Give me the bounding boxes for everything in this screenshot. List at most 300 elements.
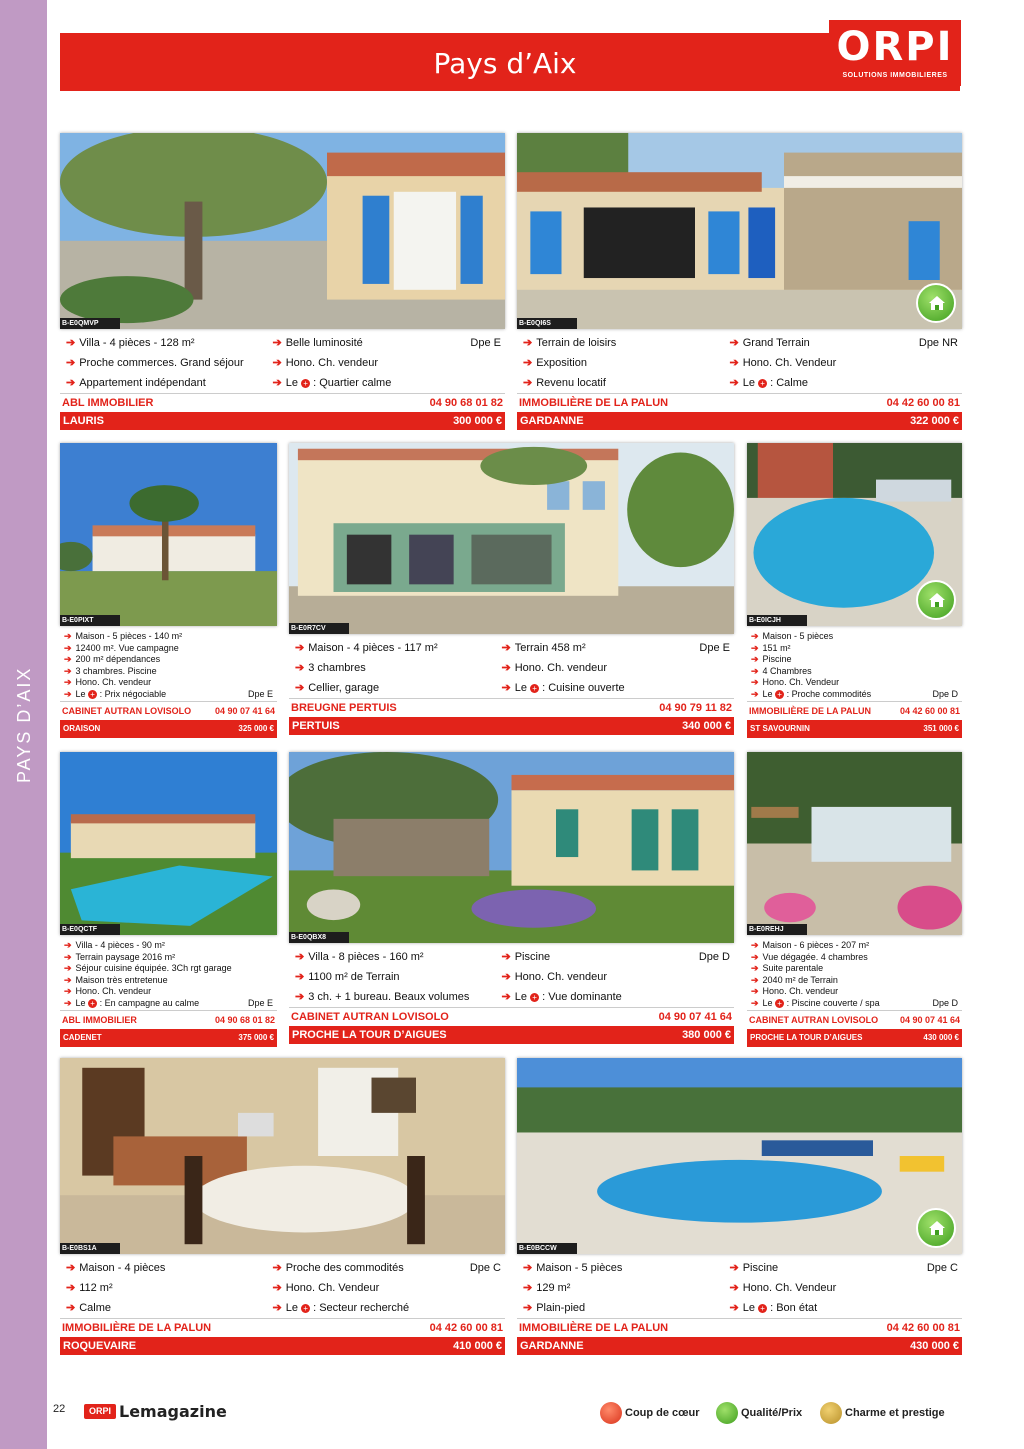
agency-name[interactable]: IMMOBILIÈRE DE LA PALUN [519,1322,669,1334]
listing-ref: B-E0PIXT [60,615,120,626]
arrow-icon: ➔ [729,1282,739,1294]
dpe-rating: Dpe D [932,997,958,1008]
feature-line [64,985,151,997]
arrow-icon: ➔ [729,357,739,369]
listing-price: 430 000 € [923,1033,959,1042]
feature-text: Hono. Ch. vendeur [514,971,608,983]
agency-phone[interactable]: 04 90 07 41 64 [658,1011,732,1023]
listing-info [747,628,962,736]
feature-line [295,947,424,967]
feature-line [273,353,379,373]
le-label: Le [75,688,86,699]
plus-icon: + [88,690,97,699]
arrow-icon: ➔ [272,1282,282,1294]
feature-text: Suite parentale [762,963,824,973]
property-photo[interactable] [60,443,277,626]
highlight-text: Vue dominante [548,991,622,1003]
property-photo[interactable] [517,1058,962,1254]
feature-line [751,630,833,642]
arrow-icon: ➔ [501,951,511,963]
property-photo[interactable] [517,133,962,329]
listing-highlight [273,373,392,393]
listing-ref: B-E0REHJ [747,924,807,935]
agency-row [747,701,962,719]
arrow-icon: ➔ [66,337,76,349]
listing-ref: B-E0R7CV [289,623,349,634]
feature-text: 129 m² [536,1282,571,1294]
agency-name[interactable]: CABINET AUTRAN LOVISOLO [291,1011,449,1023]
separator: : [784,997,792,1008]
agency-phone[interactable]: 04 90 68 01 82 [429,397,503,409]
listing-city: ORAISON [63,724,101,733]
le-label: Le [742,1302,755,1314]
arrow-icon: ➔ [64,940,72,950]
feature-text: 1100 m² de Terrain [308,971,400,983]
arrow-icon: ➔ [272,357,282,369]
arrow-icon: ➔ [272,1262,282,1274]
feature-text: Hono. Ch. vendeur [285,357,379,369]
feature-text: Proche commerces. Grand séjour [79,357,244,369]
highlight-text: En campagne au calme [104,997,200,1008]
feature-text: Grand Terrain [742,337,810,349]
dpe-rating: Dpe C [926,1262,958,1274]
legend-coup-de-coeur [600,1402,700,1424]
feature-line [730,1278,837,1298]
arrow-icon: ➔ [64,677,72,687]
listing-city: GARDANNE [520,415,584,427]
arrow-icon: ➔ [295,662,305,674]
feature-text: Piscine [742,1262,779,1274]
legend-label: Coup de cœur [625,1406,700,1419]
agency-name[interactable]: CABINET AUTRAN LOVISOLO [62,706,192,716]
city-price-bar [747,720,962,738]
plus-icon: + [530,684,539,693]
feature-line [730,353,837,373]
feature-text: Appartement indépendant [79,377,206,389]
dpe-rating: Dpe C [469,1262,501,1274]
arrow-icon: ➔ [523,1282,533,1294]
arrow-icon: ➔ [751,665,759,676]
feature-text: Hono. Ch. Vendeur [742,357,837,369]
agency-name[interactable]: ABL IMMOBILIER [62,1015,137,1025]
listing-highlight [730,1298,818,1318]
feature-line [295,658,366,678]
city-price-bar [289,717,734,735]
dpe-rating: Dpe D [932,688,958,699]
feature-text: Hono. Ch. vendeur [762,986,839,996]
feature-text: 3 chambres [308,662,366,674]
arrow-icon: ➔ [64,974,72,985]
listing-info [517,331,962,431]
orpi-logo [829,18,961,86]
arrow-icon: ➔ [66,377,76,389]
listing-price: 380 000 € [682,1029,731,1041]
feature-text: 12400 m². Vue campagne [75,642,179,653]
feature-text: Revenu locatif [536,377,606,389]
listing-highlight [751,997,880,1009]
highlight-text: Piscine couverte / spa [791,997,880,1008]
agency-phone[interactable]: 04 90 07 41 64 [214,706,275,716]
agency-phone[interactable]: 04 90 68 01 82 [214,1015,275,1025]
dpe-rating: Dpe E [247,997,273,1008]
highlight-text: Proche commodités [791,688,872,699]
logo-text: ORPI [836,24,954,70]
feature-line [502,967,608,987]
dpe-rating: Dpe NR [918,337,958,349]
arrow-icon: ➔ [523,337,533,349]
arrow-icon: ➔ [751,963,759,973]
listing-ref: B-E0QI6S [517,318,577,329]
feature-text: Hono. Ch. vendeur [514,662,608,674]
arrow-icon: ➔ [295,971,305,983]
arrow-icon: ➔ [64,642,72,653]
logo-subtitle: SOLUTIONS IMMOBILIERES [842,72,948,79]
feature-text: Maison - 5 pièces - 140 m² [75,631,183,641]
feature-text: 151 m² [762,642,791,653]
feature-text: Piscine [762,654,792,664]
arrow-icon: ➔ [66,1302,76,1314]
separator: : [767,1302,777,1314]
le-label: Le [762,688,773,699]
city-price-bar [289,1026,734,1044]
feature-text: 3 ch. + 1 bureau. Beaux volumes [308,991,470,1003]
agency-name[interactable]: IMMOBILIÈRE DE LA PALUN [62,1322,212,1334]
arrow-icon: ➔ [66,357,76,369]
le-label: Le [762,997,773,1008]
feature-text: Vue dégagée. 4 chambres [762,951,868,962]
arrow-icon: ➔ [751,997,759,1008]
listing-price: 410 000 € [453,1340,502,1352]
agency-name[interactable]: CABINET AUTRAN LOVISOLO [749,1015,879,1025]
feature-line [295,967,400,987]
feature-line [64,939,165,951]
feature-text: Villa - 4 pièces - 90 m² [75,940,165,950]
arrow-icon: ➔ [523,377,533,389]
feature-text: Terrain 458 m² [514,642,586,654]
agency-name[interactable]: IMMOBILIÈRE DE LA PALUN [519,397,669,409]
separator: : [97,997,105,1008]
feature-line [66,1258,165,1278]
property-photo[interactable] [747,752,962,935]
highlight-text: Prix négociable [104,688,167,699]
listing-highlight [730,373,809,393]
feature-text: Villa - 4 pièces - 128 m² [79,337,195,349]
charme-prestige-icon [820,1402,842,1424]
property-photo[interactable] [289,443,734,634]
plus-icon: + [775,999,784,1008]
feature-text: 4 Chambres [762,665,812,676]
agency-phone[interactable]: 04 42 60 00 81 [886,1322,960,1334]
separator: : [784,688,792,699]
arrow-icon: ➔ [751,642,759,653]
listing-ref: B-E0BS1A [60,1243,120,1254]
feature-line [66,1278,113,1298]
arrow-icon: ➔ [751,631,759,641]
arrow-icon: ➔ [272,1302,282,1314]
feature-text: 2040 m² de Terrain [762,974,838,985]
feature-text: Hono. Ch. vendeur [75,677,152,687]
feature-line [64,951,175,963]
agency-name[interactable]: BREUGNE PERTUIS [291,702,397,714]
listing-info [60,628,277,736]
agency-row [289,1007,734,1025]
dpe-rating: Dpe E [247,688,273,699]
le-label: Le [75,997,86,1008]
city-price-bar [60,720,277,738]
listing-highlight [273,1298,410,1318]
listing-price: 340 000 € [682,720,731,732]
highlight-text: Calme [776,377,808,389]
feature-text: Hono. Ch. vendeur [75,986,152,996]
agency-phone[interactable]: 04 90 07 41 64 [899,1015,960,1025]
feature-line [523,1278,570,1298]
le-label: Le [514,991,527,1003]
feature-text: Maison - 4 pièces [79,1262,166,1274]
separator: : [310,377,320,389]
agency-row [747,1010,962,1028]
feature-line [523,1298,585,1318]
feature-text: 3 chambres. Piscine [75,665,157,676]
separator: : [310,1302,320,1314]
arrow-icon: ➔ [751,951,759,962]
agency-row [517,1318,962,1336]
footer-orpi-logo: ORPI [84,1404,116,1419]
feature-line [502,947,551,967]
feature-line [64,676,151,688]
arrow-icon: ➔ [501,991,511,1003]
city-price-bar [60,1029,277,1047]
arrow-icon: ➔ [66,1282,76,1294]
feature-line [64,653,160,665]
listing-city: PERTUIS [292,720,340,732]
agency-phone[interactable]: 04 42 60 00 81 [429,1322,503,1334]
city-price-bar [747,1029,962,1047]
feature-text: Villa - 8 pièces - 160 m² [308,951,424,963]
listing-ref: B-E0QCTF [60,924,120,935]
listing-highlight [64,997,199,1009]
arrow-icon: ➔ [64,665,72,676]
legend-qualite-prix [716,1402,802,1424]
header-band [60,33,960,91]
feature-text: Maison - 4 pièces - 117 m² [308,642,438,654]
arrow-icon: ➔ [295,682,305,694]
feature-text: 200 m² dépendances [75,654,161,664]
arrow-icon: ➔ [64,963,72,973]
legend-charme-prestige [820,1402,945,1424]
feature-line [730,1258,779,1278]
listing-ref: B-E0ICJH [747,615,807,626]
arrow-icon: ➔ [729,377,739,389]
feature-line [64,962,232,974]
agency-name[interactable]: IMMOBILIÈRE DE LA PALUN [749,706,871,716]
arrow-icon: ➔ [272,377,282,389]
feature-text: Exposition [536,357,587,369]
arrow-icon: ➔ [64,654,72,664]
arrow-icon: ➔ [751,974,759,985]
qualite-prix-icon [916,580,956,620]
highlight-text: Bon état [776,1302,818,1314]
listing-price: 375 000 € [238,1033,274,1042]
feature-text: Maison - 5 pièces [536,1262,623,1274]
feature-line [64,974,168,986]
feature-text: Séjour cuisine équipée. 3Ch rgt garage [75,963,232,973]
feature-line [751,676,839,688]
feature-text: Hono. Ch. Vendeur [762,677,840,687]
le-label: Le [514,682,527,694]
arrow-icon: ➔ [64,688,72,699]
property-photo[interactable] [747,443,962,626]
arrow-icon: ➔ [729,1302,739,1314]
dpe-rating: Dpe D [698,951,730,963]
feature-text: Hono. Ch. Vendeur [285,1282,380,1294]
feature-line [295,678,379,698]
listing-city: CADENET [63,1033,102,1042]
arrow-icon: ➔ [523,1302,533,1314]
feature-text: Calme [79,1302,112,1314]
plus-icon: + [530,993,539,1002]
feature-line [523,1258,622,1278]
feature-text: Maison très entretenue [75,974,168,985]
listing-highlight [502,987,622,1007]
plus-icon: + [758,379,767,388]
feature-line [273,1278,380,1298]
arrow-icon: ➔ [751,654,759,664]
arrow-icon: ➔ [64,986,72,996]
listing-city: GARDANNE [520,1340,584,1352]
property-photo[interactable] [60,1058,505,1254]
feature-line [64,665,157,677]
listing-info [60,1256,505,1356]
arrow-icon: ➔ [64,631,72,641]
qualite-prix-icon [916,283,956,323]
agency-row [60,1010,277,1028]
feature-text: Cellier, garage [308,682,380,694]
arrow-icon: ➔ [272,337,282,349]
property-photo[interactable] [289,752,734,943]
agency-phone[interactable]: 04 42 60 00 81 [886,397,960,409]
arrow-icon: ➔ [295,642,305,654]
feature-line [751,962,823,974]
listing-city: ROQUEVAIRE [63,1340,137,1352]
qualite-prix-icon [916,1208,956,1248]
city-price-bar [60,1337,505,1355]
le-label: Le [285,377,298,389]
coup-de-coeur-icon [600,1402,622,1424]
page-number: 22 [53,1403,66,1415]
listing-info [747,937,962,1045]
listing-info [60,937,277,1045]
feature-line [66,353,244,373]
listing-price: 430 000 € [910,1340,959,1352]
feature-line [64,630,182,642]
listing-city: PROCHE LA TOUR D’AIGUES [292,1029,447,1041]
feature-line [273,333,363,353]
le-label: Le [742,377,755,389]
agency-row [517,393,962,411]
feature-line [295,638,438,658]
feature-text: Hono. Ch. Vendeur [742,1282,837,1294]
plus-icon: + [301,379,310,388]
feature-text: Plain-pied [536,1302,586,1314]
listing-info [60,331,505,431]
listing-price: 300 000 € [453,415,502,427]
property-photo[interactable] [60,752,277,935]
qualite-prix-icon [716,1402,738,1424]
feature-text: Belle luminosité [285,337,363,349]
feature-line [66,373,206,393]
listing-city: LAURIS [63,415,104,427]
arrow-icon: ➔ [501,662,511,674]
plus-icon: + [775,690,784,699]
le-label: Le [285,1302,298,1314]
feature-text: Maison - 6 pièces - 207 m² [762,940,870,950]
listing-highlight [751,688,871,700]
feature-line [523,373,606,393]
feature-text: Terrain paysage 2016 m² [75,951,176,962]
feature-line [66,1298,111,1318]
feature-line [273,1258,404,1278]
arrow-icon: ➔ [64,951,72,962]
agency-row [289,698,734,716]
agency-name[interactable]: ABL IMMOBILIER [62,397,154,409]
agency-phone[interactable]: 04 90 79 11 82 [659,702,732,714]
arrow-icon: ➔ [501,971,511,983]
legend-label: Qualité/Prix [741,1406,803,1419]
listing-price: 325 000 € [238,724,274,733]
feature-text: Piscine [514,951,551,963]
feature-line [523,333,616,353]
page-title: Pays d’Aix [433,47,577,80]
separator: : [539,682,549,694]
feature-line [730,333,810,353]
dpe-rating: Dpe E [699,642,730,654]
listing-price: 351 000 € [923,724,959,733]
separator: : [97,688,105,699]
feature-line [502,658,608,678]
listing-city: ST SAVOURNIN [750,724,810,733]
arrow-icon: ➔ [751,677,759,687]
agency-row [60,701,277,719]
arrow-icon: ➔ [501,642,511,654]
arrow-icon: ➔ [751,986,759,996]
arrow-icon: ➔ [523,1262,533,1274]
magazine-name: Lemagazine [119,1402,227,1421]
feature-line [751,939,869,951]
legend-label: Charme et prestige [845,1406,945,1419]
arrow-icon: ➔ [64,997,72,1008]
highlight-text: Quartier calme [319,377,392,389]
highlight-text: Cuisine ouverte [548,682,625,694]
property-photo[interactable] [60,133,505,329]
separator: : [539,991,549,1003]
feature-line [66,333,195,353]
listing-info [289,945,734,1045]
feature-line [751,985,838,997]
separator: : [767,377,777,389]
listing-highlight [502,678,625,698]
highlight-text: Secteur recherché [319,1302,410,1314]
agency-phone[interactable]: 04 42 60 00 81 [899,706,960,716]
feature-line [64,642,179,654]
listing-info [517,1256,962,1356]
feature-line [751,642,791,654]
listing-ref: B-E0QBX8 [289,932,349,943]
listing-ref: B-E0BCCW [517,1243,577,1254]
arrow-icon: ➔ [729,1262,739,1274]
plus-icon: + [88,999,97,1008]
feature-text: Maison - 5 pièces [762,631,834,641]
listing-price: 322 000 € [910,415,959,427]
